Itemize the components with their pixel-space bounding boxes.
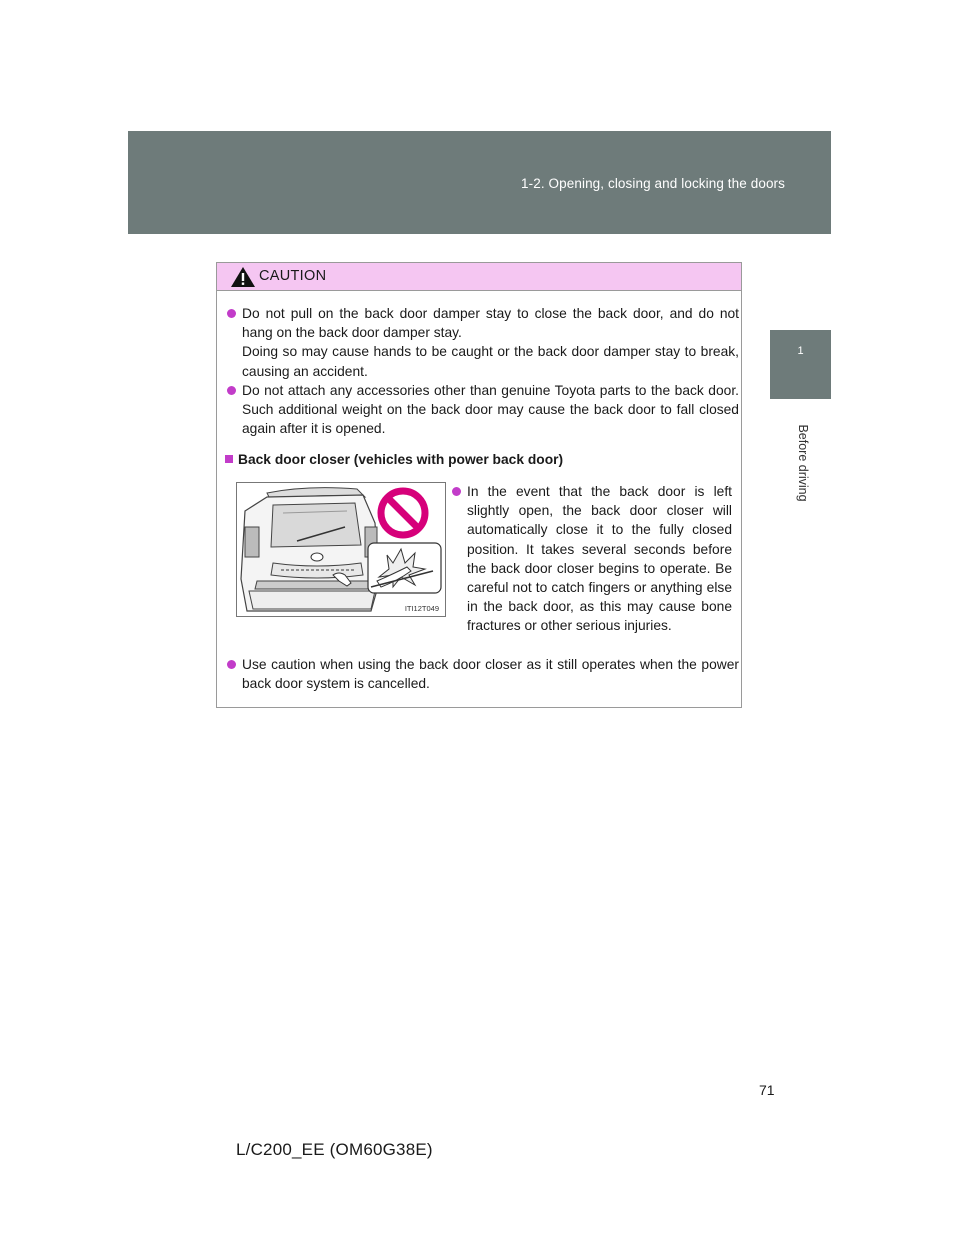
- caution-item-text: Do not attach any accessories other than genuine Toyota parts to the back door. Such additional weight on the back door may cause the back door to fall closed again after it is opened.: [242, 383, 739, 437]
- chapter-label: Before driving: [796, 424, 810, 502]
- caution-item-closer-cancelled: [227, 655, 739, 693]
- caution-title: CAUTION: [259, 268, 327, 284]
- subheading-back-door-closer: [225, 450, 563, 469]
- caution-item-damper-stay: [227, 304, 739, 381]
- section-title: 1-2. Opening, closing and locking the doors: [521, 176, 785, 191]
- header-band: [128, 131, 831, 234]
- bullet-dot-icon: [452, 487, 461, 496]
- chapter-label-wrapper: [793, 408, 813, 518]
- page-number: 71: [759, 1082, 775, 1098]
- caution-item-text: Use caution when using the back door closer as it still operates when the power back door system is cancelled.: [242, 657, 739, 692]
- caution-box: [216, 262, 742, 708]
- caution-header: [217, 263, 741, 291]
- subheading-text: Back door closer (vehicles with power back door): [238, 452, 564, 467]
- vehicle-back-door-icon: [237, 483, 445, 616]
- caution-item-closer-injury: [452, 482, 732, 636]
- chapter-number: 1: [797, 345, 804, 357]
- warning-triangle-icon: [230, 266, 256, 288]
- bullet-dot-icon: [227, 660, 236, 669]
- illustration-code: ITI12T049: [404, 604, 439, 613]
- document-code: L/C200_EE (OM60G38E): [236, 1140, 433, 1159]
- caution-item-text: In the event that the back door is left slightly open, the back door closer will automatically close it to the fully closed position. It takes several seconds before the back door closer begins to operate. Be careful not to catch fingers or anything else in the back door, as this may cause bone fractures or other serious injuries.: [467, 484, 732, 634]
- square-bullet-icon: [225, 455, 233, 463]
- back-door-illustration: [236, 482, 446, 617]
- chapter-tab: [770, 330, 831, 399]
- caution-item-accessories: [227, 381, 739, 439]
- caution-item-text-cont: Doing so may cause hands to be caught or the back door damper stay to break, causing an accident.: [242, 344, 739, 379]
- caution-item-text: Do not pull on the back door damper stay to close the back door, and do not hang on the back door damper stay.: [242, 306, 739, 341]
- bullet-dot-icon: [227, 386, 236, 395]
- bullet-dot-icon: [227, 309, 236, 318]
